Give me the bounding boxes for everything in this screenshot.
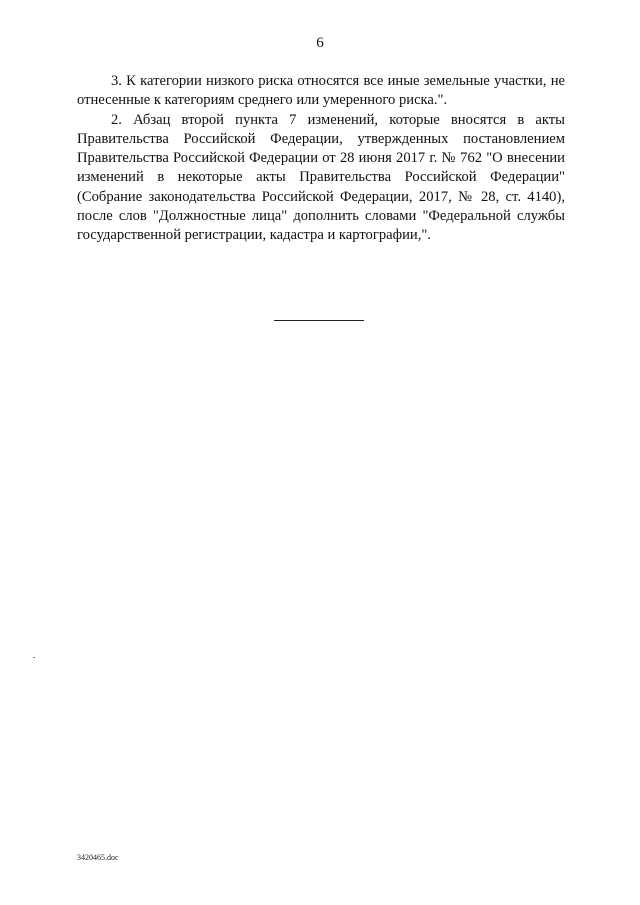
document-body — [77, 72, 565, 246]
end-separator-line — [274, 320, 364, 321]
document-file-code: 3420465.doc — [77, 853, 119, 862]
scan-speck — [33, 657, 35, 658]
paragraph-amendment-clause: 2. Абзац второй пункта 7 изменений, которые вносятся в акты Правительства Российской Федерации, утвержденных постановлением Правительства Российской Федерации от 28 июня 2017 г. № 762 "О внесении изменений в некоторые акты Правительства Российской Федерации" (Собрание законодательства Российской Федерации, 2017, № 28, ст. 4140), после слов "Должностные лица" дополнить словами "Федеральной службы государственной регистрации, кадастра и картографии,". — [77, 111, 565, 244]
paragraph-low-risk-category: 3. К категории низкого риска относятся все иные земельные участки, не отнесенные к категориям среднего или умеренного риска.". — [77, 73, 565, 109]
page-number: 6 — [316, 35, 324, 51]
